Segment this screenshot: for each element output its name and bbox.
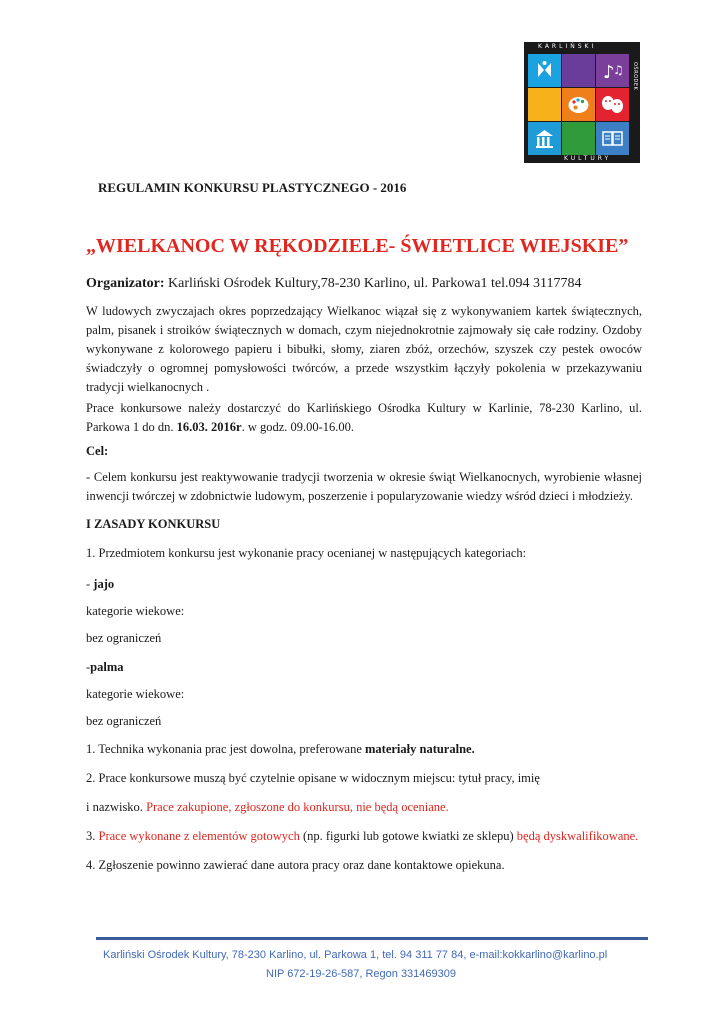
rules-item-4: 4. Zgłoszenie powinno zawierać dane autora pracy oraz dane kontaktowe opiekuna. [86, 858, 505, 872]
item-2-name-text: i nazwisko. [86, 800, 147, 814]
delivery-paragraph [86, 399, 642, 437]
category-palm [86, 660, 124, 675]
logo-text-bottom: KULTURY [564, 155, 612, 162]
organizer-label: Organizator: [86, 276, 165, 291]
music-note-icon [596, 54, 629, 87]
dance-icon [528, 54, 561, 87]
theatre-masks-icon [596, 88, 629, 121]
museum-icon [528, 122, 561, 155]
logo-tile-green [562, 122, 595, 155]
organizer-text: Karliński Ośrodek Kultury,78-230 Karlino, ul. Parkowa1 tel.094 3117784 [164, 276, 582, 291]
item-2-warning: Prace zakupione, zgłoszone do konkursu, nie będą oceniane. [146, 800, 449, 814]
regulation-title: REGULAMIN KONKURSU PLASTYCZNEGO - 2016 [98, 180, 407, 195]
contest-title: „WIELKANOC W RĘKODZIELE- ŚWIETLICE WIEJSKIE” [86, 235, 629, 257]
rules-item-technique [86, 742, 475, 757]
logo-text-side: OŚRODEK [632, 62, 638, 91]
category-egg [86, 577, 114, 592]
logo-tile-music [596, 54, 629, 87]
delivery-date: 16.03. 2016r [176, 420, 242, 434]
category-palm-age-label: kategorie wiekowe: [86, 687, 185, 701]
book-icon [596, 122, 629, 155]
goal-text: - Celem konkursu jest reaktywowanie tradycji tworzenia w okresie świąt Wielkanocnych, wyrobienie własnej inwencji twórczej w zdobnictwie ludowym, poszerzenie i popularyzowanie wiedzy wśród dzieci i młodzieży. [86, 470, 642, 503]
technique-materials: materiały naturalne. [365, 742, 475, 756]
rules-heading: I ZASADY KONKURSU [86, 517, 221, 531]
logo-tile-purple [562, 54, 595, 87]
logo-tile-dance [528, 54, 561, 87]
logo-tile-theatre [596, 88, 629, 121]
svg-text:♫: ♫ [613, 63, 624, 77]
logo-tile-yellow [528, 88, 561, 121]
rules-item-3 [86, 829, 638, 844]
rules-item-2-line-1: 2. Prace konkursowe muszą być czytelnie opisane w widocznym miejscu: tytuł pracy, imię [86, 771, 540, 785]
category-egg-age-label: kategorie wiekowe: [86, 604, 185, 618]
category-egg-name: jajo [93, 577, 115, 591]
rules-item-2-line-2 [86, 800, 449, 815]
category-palm-prefix: - [86, 660, 91, 674]
goal-label: Cel: [86, 444, 109, 458]
footer-address: Karliński Ośrodek Kultury, 78-230 Karlino, ul. Parkowa 1, tel. 94 311 77 84, e-mail:kokkarlino@karlino.pl [103, 949, 608, 961]
category-palm-age-value: bez ograniczeń [86, 714, 162, 728]
technique-text: 1. Technika wykonania prac jest dowolna, preferowane [86, 742, 365, 756]
palette-icon [562, 88, 595, 121]
logo-tile-book [596, 122, 629, 155]
category-palm-name: palma [90, 660, 124, 674]
category-egg-prefix: - [86, 577, 94, 591]
delivery-text: Prace konkursowe należy dostarczyć do Karlińskiego Ośrodka Kultury w Karlinie, 78-230 Karlino, ul. Parkowa 1 do dn. [86, 401, 642, 434]
logo-text-top: KARLIŃSKI [538, 43, 597, 50]
organizer-line [86, 276, 582, 292]
logo-tile-museum [528, 122, 561, 155]
rules-item-1: 1. Przedmiotem konkursu jest wykonanie pracy ocenianej w następujących kategoriach: [86, 546, 527, 560]
svg-text:♪: ♪ [603, 62, 615, 83]
delivery-hours: . w godz. 09.00-16.00. [241, 420, 355, 434]
item-3-warning-1: Prace wykonane z elementów gotowych [98, 829, 300, 843]
category-egg-age-value: bez ograniczeń [86, 631, 162, 645]
item-3-number: 3. [86, 829, 99, 843]
logo-tile-palette [562, 88, 595, 121]
footer-divider [96, 937, 648, 940]
intro-paragraph: W ludowych zwyczajach okres poprzedzający Wielkanoc wiązał się z wykonywaniem kartek świątecznych, palm, pisanek i stroików świątecznych w domach, czym niejednokrotnie zajmowały się całe rodziny. Ozdoby wykonywane z kolorowego papieru i bibułki, słomy, ziaren zbóż, orzechów, szyszek czy pestek owoców świadczyły o ogromnej pomysłowości twórców, a przede wszystkim łączyły pokolenia w przekazywaniu tradycji wielkanocnych . [86, 304, 642, 394]
item-3-warning-2: będą dyskwalifikowane. [516, 829, 639, 843]
logo [524, 42, 640, 163]
item-3-example: (np. figurki lub gotowe kwiatki ze sklepu) [299, 829, 517, 843]
footer-registry: NIP 672-19-26-587, Regon 331469309 [266, 968, 457, 980]
